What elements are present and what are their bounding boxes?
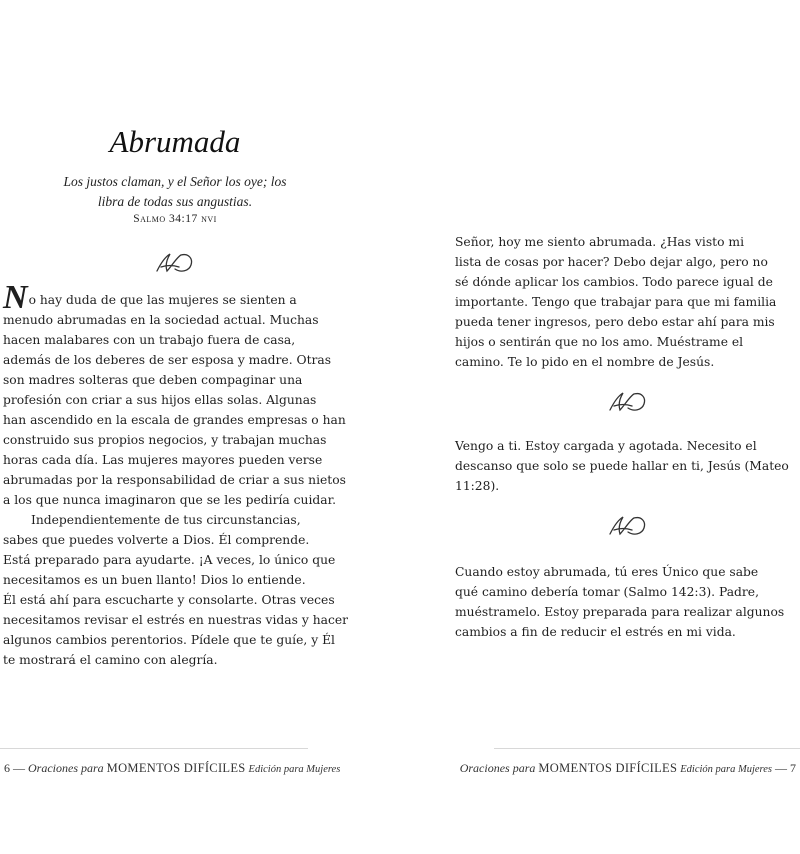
body-line: a los que nunca imaginaron que se les pediría cuidar. (3, 493, 337, 507)
flourish-icon (608, 512, 648, 538)
body-line: importante. Tengo que trabajar para que mi familia (455, 295, 777, 309)
body-line: camino. Te lo pido en el nombre de Jesús. (455, 355, 715, 369)
body-line: cambios a fin de reducir el estrés en mi vida. (455, 625, 736, 639)
body-line: Está preparado para ayudarte. ¡A veces, lo único que (3, 553, 336, 567)
prayer-3 (455, 562, 784, 642)
body-line: han ascendido en la escala de grandes empresas o han (3, 413, 346, 427)
body-line: Él está ahí para escucharte y consolarte. Otras veces (3, 593, 335, 607)
body-line: además de los deberes de ser esposa y madre. Otras (3, 353, 332, 367)
body-line: construido sus propios negocios, y trabajan muchas (3, 433, 327, 447)
right-page (400, 0, 800, 854)
body-line: Cuando estoy abrumada, tú eres Único que sabe (455, 565, 759, 579)
flourish-icon (155, 249, 195, 275)
prayer-1 (455, 232, 776, 372)
body-line: algunos cambios perentorios. Pídele que te guíe, y Él (3, 633, 335, 647)
body-line: pueda tener ingresos, pero debo estar ahí para mis (455, 315, 775, 329)
body-line: sé dónde aplicar los cambios. Todo parece igual de (455, 275, 773, 289)
body-line: necesitamos revisar el estrés en nuestras vidas y hacer (3, 613, 349, 627)
body-line: muéstramelo. Estoy preparada para realizar algunos (455, 605, 785, 619)
body-line: Independientemente de tus circunstancias, (31, 513, 301, 527)
body-line: lista de cosas por hacer? Debo dejar algo, pero no (455, 255, 768, 269)
body-line: hacen malabares con un trabajo fuera de casa, (3, 333, 296, 347)
body-line: hijos o sentirán que no los amo. Muéstrame el (455, 335, 744, 349)
body-line: sabes que puedes volverte a Dios. Él comprende. (3, 533, 310, 547)
page-title: Abrumada (109, 124, 241, 159)
flourish-icon (608, 388, 648, 414)
body-line: son madres solteras que deben compaginar una (3, 373, 303, 387)
body-line: horas cada día. Las mujeres mayores pueden verse (3, 453, 323, 467)
body-line: Vengo a ti. Estoy cargada y agotada. Necesito el (455, 439, 757, 453)
page-number: 6 (4, 761, 10, 775)
footer-rule (494, 748, 800, 749)
body-text (3, 279, 349, 670)
epigraph-citation (0, 213, 350, 225)
footer-rule (0, 748, 308, 749)
body-line: abrumadas por la responsabilidad de criar a sus nietos (3, 473, 346, 487)
body-line: No hay duda de que las mujeres se sienten a (3, 279, 297, 316)
page-number: 7 (790, 761, 796, 775)
drop-cap: N (3, 279, 28, 316)
body-line: Señor, hoy me siento abrumada. ¿Has visto mi (455, 235, 745, 249)
footer-left: 6 — Oraciones para MOMENTOS DIFÍCILES Edición para Mujeres (4, 761, 341, 775)
body-line: necesitamos es un buen llanto! Dios lo entiende. (3, 573, 306, 587)
citation-text: Salmo 34:17 nvi (133, 213, 217, 225)
prayer-2 (455, 436, 789, 496)
body-line: qué camino debería tomar (Salmo 142:3). Padre, (455, 585, 759, 599)
body-line: descanso que solo se puede hallar en ti, Jesús (Mateo (455, 459, 789, 473)
body-line: te mostrará el camino con alegría. (3, 653, 218, 667)
epigraph: Los justos claman, y el Señor los oye; los libra de todas sus angustias. (63, 174, 287, 209)
body-line: 11:28). (455, 479, 500, 493)
footer-right: Oraciones para MOMENTOS DIFÍCILES Edición para Mujeres — 7 (459, 761, 796, 775)
body-line: menudo abrumadas en la sociedad actual. Muchas (3, 313, 319, 327)
body-line: profesión con criar a sus hijos ellas solas. Algunas (3, 393, 317, 407)
